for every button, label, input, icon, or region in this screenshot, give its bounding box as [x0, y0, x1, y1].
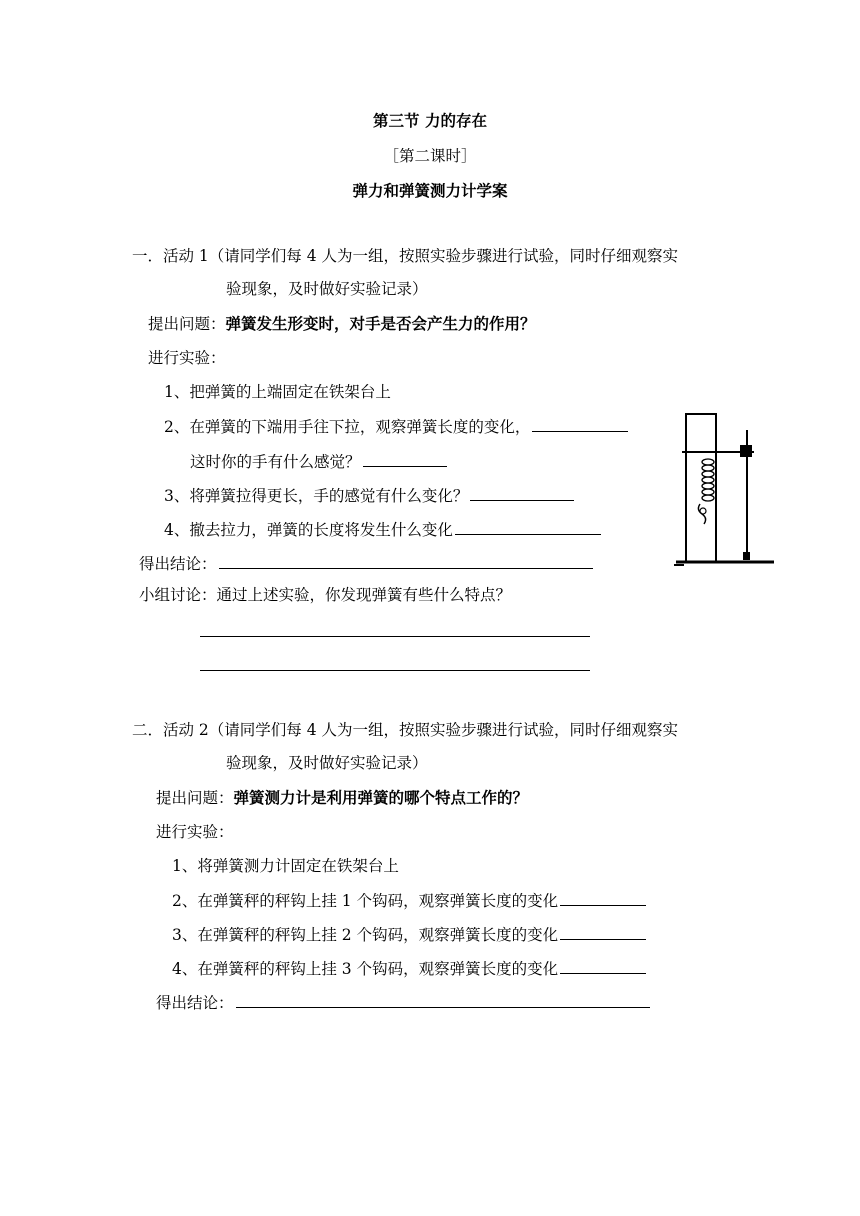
- answer-blank[interactable]: [532, 415, 628, 432]
- activity1-step3: [164, 484, 574, 507]
- step2-text: 2、在弹簧秤的秤钩上挂 1 个钩码，观察弹簧长度的变化: [172, 892, 559, 910]
- activity1-heading-cont: 验现象，及时做好实验记录）: [226, 280, 428, 298]
- answer-blank[interactable]: [363, 450, 447, 467]
- conclusion-blank[interactable]: [219, 552, 593, 569]
- iron-stand-spring-diagram: [672, 410, 778, 570]
- answer-blank[interactable]: [455, 518, 601, 535]
- question-label: 提出问题：: [156, 789, 234, 807]
- activity1-heading: 一．活动 1（请同学们每 4 人为一组，按照实验步骤进行试验，同时仔细观察实: [132, 247, 679, 265]
- activity1-step4: [164, 518, 601, 541]
- section-title: 第三节 力的存在: [373, 112, 487, 130]
- conclusion-label: 得出结论：: [139, 555, 217, 573]
- experiment-label: 进行实验：: [148, 349, 226, 367]
- answer-blank[interactable]: [470, 484, 574, 501]
- activity1-step2: [164, 415, 628, 438]
- answer-blank[interactable]: [560, 923, 646, 940]
- lesson-label: ［第二课时］: [383, 147, 477, 165]
- activity1-question: [148, 313, 536, 335]
- conclusion-label: 得出结论：: [156, 994, 234, 1012]
- activity2-step1: 1、将弹簧测力计固定在铁架台上: [172, 857, 399, 875]
- discussion-answer-line[interactable]: [200, 636, 590, 637]
- question-label: 提出问题：: [148, 315, 226, 333]
- step2-text: 2、在弹簧的下端用手往下拉，观察弹簧长度的变化，: [164, 418, 531, 436]
- activity2-conclusion: [156, 991, 650, 1014]
- step3-text: 3、在弹簧秤的秤钩上挂 2 个钩码，观察弹簧长度的变化: [172, 926, 559, 944]
- experiment-label: 进行实验：: [156, 823, 234, 841]
- conclusion-blank[interactable]: [236, 991, 650, 1008]
- activity1-conclusion: [139, 552, 593, 575]
- step2-cont-text: 这时你的手有什么感觉？: [190, 453, 361, 471]
- step3-text: 3、将弹簧拉得更长，手的感觉有什么变化？: [164, 487, 469, 505]
- answer-blank[interactable]: [560, 889, 646, 906]
- activity2-step2: [172, 889, 646, 912]
- activity2-heading-cont: 验现象，及时做好实验记录）: [226, 754, 428, 772]
- activity2-heading: 二．活动 2（请同学们每 4 人为一组，按照实验步骤进行试验，同时仔细观察实: [132, 721, 679, 739]
- activity1-step1: 1、把弹簧的上端固定在铁架台上: [164, 383, 391, 401]
- step4-text: 4、撤去拉力，弹簧的长度将发生什么变化: [164, 521, 453, 539]
- activity2-question: [156, 787, 528, 809]
- step4-text: 4、在弹簧秤的秤钩上挂 3 个钩码，观察弹簧长度的变化: [172, 960, 559, 978]
- topic-title: 弹力和弹簧测力计学案: [352, 182, 508, 200]
- activity2-step3: [172, 923, 646, 946]
- activity1-step2-cont: [190, 450, 447, 473]
- question-text: 弹簧发生形变时，对手是否会产生力的作用？: [225, 315, 536, 333]
- answer-blank[interactable]: [560, 957, 646, 974]
- group-discussion: 小组讨论：通过上述实验，你发现弹簧有些什么特点？: [139, 586, 512, 604]
- activity2-step4: [172, 957, 646, 980]
- discussion-answer-line[interactable]: [200, 670, 590, 671]
- question-text: 弹簧测力计是利用弹簧的哪个特点工作的？: [233, 789, 529, 807]
